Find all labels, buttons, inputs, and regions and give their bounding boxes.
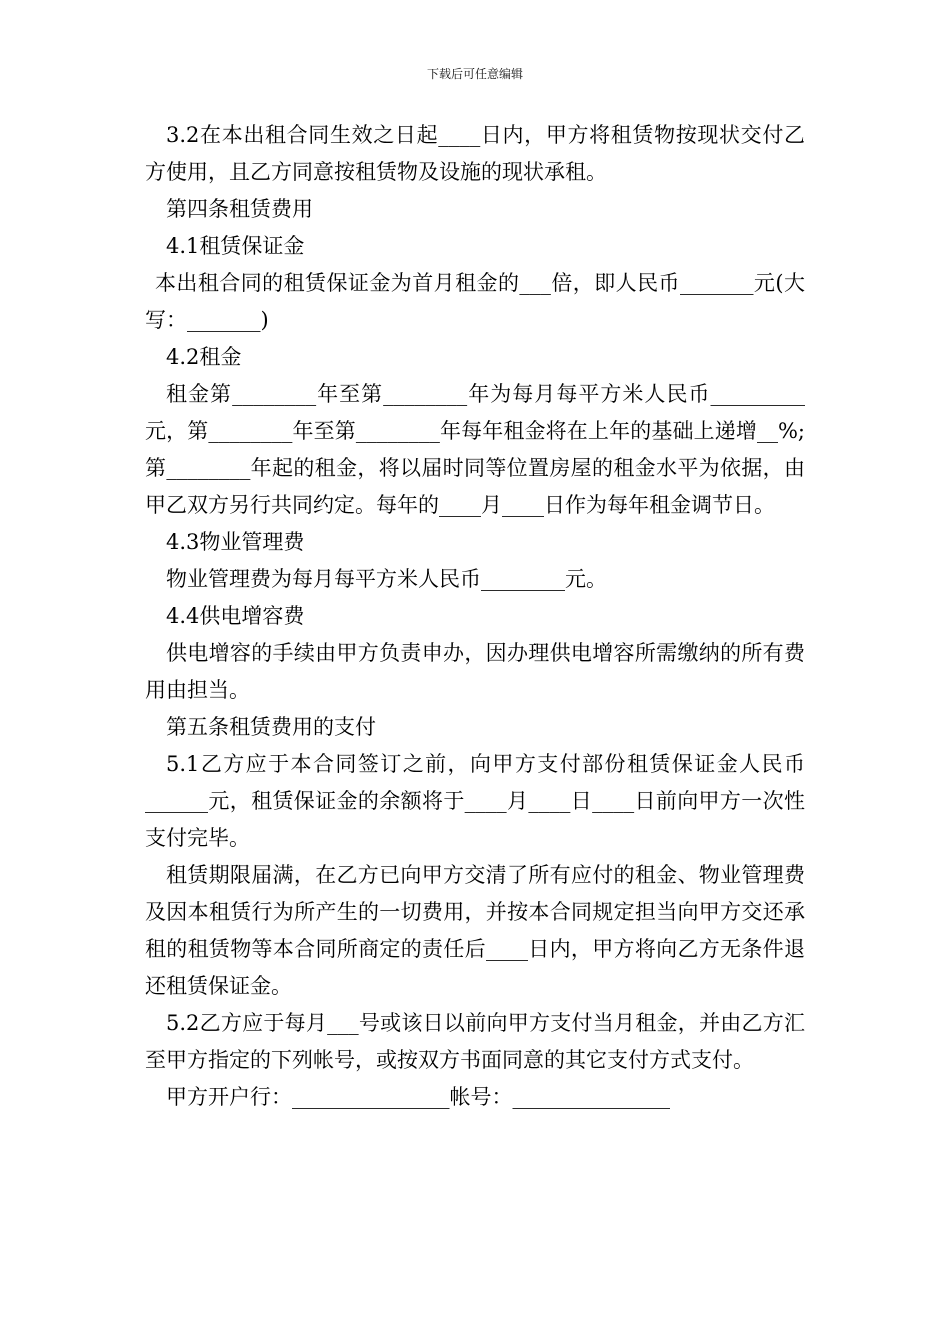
clause-4-1-text: 本出租合同的租赁保证金为首月租金的___倍，即人民币_______元(大写：_______) — [145, 271, 805, 332]
deposit-refund-paragraph: 租赁期限届满，在乙方已向甲方交清了所有应付的租金、物业管理费及因本租赁行为所产生的一切费用，并按本合同规定担当向甲方交还承租的租赁物等本合同所商定的责任后____日内，甲方将向乙方无条件退还租赁保证金。 — [145, 863, 805, 998]
page-header-note: 下载后可任意编辑 — [426, 67, 523, 81]
clause-4-4-heading: 4.4供电增容费 — [166, 604, 305, 628]
document-body — [145, 117, 805, 1116]
clause-4-4-text: 供电增容的手续由甲方负责申办，因办理供电增容所需缴纳的所有费用由担当。 — [145, 641, 805, 702]
clause-4-1-heading: 4.1租赁保证金 — [166, 234, 305, 258]
clause-4-3-text: 物业管理费为每月每平方米人民币________元。 — [166, 567, 607, 591]
clause-4-3-heading: 4.3物业管理费 — [166, 530, 305, 554]
bank-account-line: 甲方开户行：_______________帐号：_______________ — [166, 1085, 670, 1109]
clause-3-2: 3.2在本出租合同生效之日起____日内，甲方将租赁物按现状交付乙方使用，且乙方同意按租赁物及设施的现状承租。 — [145, 123, 805, 184]
clause-5-1: 5.1乙方应于本合同签订之前，向甲方支付部份租赁保证金人民币______元，租赁保证金的余额将于____月____日____日前向甲方一次性支付完毕。 — [145, 752, 805, 850]
clause-5-2: 5.2乙方应于每月___号或该日以前向甲方支付当月租金，并由乙方汇至甲方指定的下列帐号，或按双方书面同意的其它支付方式支付。 — [145, 1011, 805, 1072]
article-4-heading: 第四条租赁费用 — [166, 197, 313, 221]
clause-4-2-heading: 4.2租金 — [166, 345, 242, 369]
article-5-heading: 第五条租赁费用的支付 — [166, 715, 376, 739]
clause-4-2-text: 租金第________年至第________年为每月每平方米人民币_________元，第________年至第________年每年租金将在上年的基础上递增__%;第________年起的租金，将以届时同等位置房屋的租金水平为依据，由甲乙双方另行共同约定。每年的____月____日作为每年租金调节日。 — [145, 382, 805, 517]
